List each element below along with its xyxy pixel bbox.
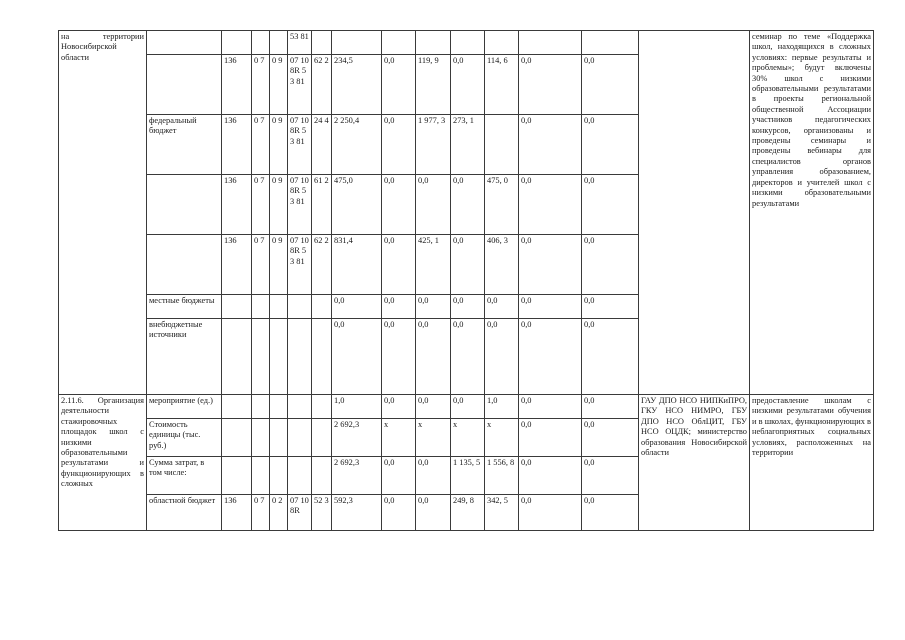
executor-cell: ГАУ ДПО НСО НИПКиПРО, ГКУ НСО НИМРО, ГБУ ДПО НСО ОблЦИТ, ГБУ НСО ОЦДК; министерство образования Новосибирской области [639, 395, 750, 531]
vid-rashodov-cell: 62 2 [312, 55, 332, 115]
vid-rashodov-cell: 24 4 [312, 115, 332, 175]
year-5-cell: 0,0 [519, 457, 582, 495]
year-5-cell: 0,0 [519, 419, 582, 457]
podrazdel-cell: 0 9 [270, 115, 288, 175]
funding-source-cell [147, 31, 222, 55]
year-3-cell: 0,0 [451, 319, 485, 395]
podrazdel-cell: 0 9 [270, 175, 288, 235]
table-row [59, 31, 874, 55]
year-2-cell: x [416, 419, 451, 457]
year-2-cell [416, 31, 451, 55]
expected-result-cell: семинар по теме «Поддержка школ, находящихся в сложных условиях: первые результаты и проблемы»; будут включены 30% школ с низкими образовательными результатами в проекты региональной общественной Ассоциации участников педагогических конкурсов, организованы и проведены семинары и проведены вебинары для специалистов органов управления образованием, директоров и учителей школ с низкими образовательными результатами [750, 31, 874, 395]
year-1-cell: 0,0 [382, 395, 416, 419]
year-2-cell: 0,0 [416, 457, 451, 495]
year-5-cell [519, 31, 582, 55]
razdel-cell [252, 31, 270, 55]
funding-source-cell: Стоимость единицы (тыс. руб.) [147, 419, 222, 457]
razdel-cell [252, 319, 270, 395]
year-4-cell: x [485, 419, 519, 457]
total-cell: 234,5 [332, 55, 382, 115]
year-3-cell [451, 31, 485, 55]
year-6-cell: 0,0 [582, 235, 639, 295]
year-2-cell: 119, 9 [416, 55, 451, 115]
razdel-cell: 0 7 [252, 235, 270, 295]
vid-rashodov-cell [312, 31, 332, 55]
glava-cell [222, 295, 252, 319]
year-4-cell: 342, 5 [485, 495, 519, 531]
total-cell: 831,4 [332, 235, 382, 295]
podrazdel-cell [270, 31, 288, 55]
measure-name-cell: 2.11.6. Организация деятельности стажировочных площадок школ с низкими образовательными результатами и функционирующих в сложных [59, 395, 147, 531]
vid-rashodov-cell [312, 457, 332, 495]
year-6-cell: 0,0 [582, 295, 639, 319]
year-6-cell: 0,0 [582, 115, 639, 175]
year-3-cell: 1 135, 5 [451, 457, 485, 495]
total-cell: 2 250,4 [332, 115, 382, 175]
tselevaya-statya-cell [288, 395, 312, 419]
tselevaya-statya-cell [288, 419, 312, 457]
year-3-cell: 0,0 [451, 235, 485, 295]
year-3-cell: 273, 1 [451, 115, 485, 175]
year-6-cell: 0,0 [582, 395, 639, 419]
year-1-cell: 0,0 [382, 55, 416, 115]
podrazdel-cell: 0 9 [270, 235, 288, 295]
glava-cell [222, 395, 252, 419]
total-cell: 475,0 [332, 175, 382, 235]
glava-cell: 136 [222, 115, 252, 175]
total-cell: 2 692,3 [332, 457, 382, 495]
year-5-cell: 0,0 [519, 319, 582, 395]
tselevaya-statya-cell [288, 319, 312, 395]
podrazdel-cell [270, 419, 288, 457]
vid-rashodov-cell [312, 319, 332, 395]
glava-cell [222, 419, 252, 457]
year-1-cell [382, 31, 416, 55]
year-4-cell: 475, 0 [485, 175, 519, 235]
total-cell: 0,0 [332, 295, 382, 319]
vid-rashodov-cell: 61 2 [312, 175, 332, 235]
year-3-cell: 249, 8 [451, 495, 485, 531]
year-2-cell: 1 977, 3 [416, 115, 451, 175]
year-6-cell: 0,0 [582, 495, 639, 531]
table-row [59, 395, 874, 419]
executor-cell [639, 31, 750, 395]
tselevaya-statya-cell [288, 295, 312, 319]
year-3-cell: 0,0 [451, 295, 485, 319]
podrazdel-cell [270, 395, 288, 419]
podrazdel-cell [270, 295, 288, 319]
year-4-cell [485, 31, 519, 55]
tselevaya-statya-cell: 07 10 8R [288, 495, 312, 531]
glava-cell: 136 [222, 175, 252, 235]
funding-source-cell: внебюджетные источники [147, 319, 222, 395]
year-3-cell: 0,0 [451, 395, 485, 419]
year-6-cell [582, 31, 639, 55]
year-5-cell: 0,0 [519, 55, 582, 115]
year-4-cell: 406, 3 [485, 235, 519, 295]
razdel-cell [252, 419, 270, 457]
year-2-cell: 0,0 [416, 175, 451, 235]
year-4-cell [485, 115, 519, 175]
total-cell: 1,0 [332, 395, 382, 419]
year-5-cell: 0,0 [519, 175, 582, 235]
podrazdel-cell: 0 9 [270, 55, 288, 115]
vid-rashodov-cell [312, 395, 332, 419]
tselevaya-statya-cell [288, 457, 312, 495]
vid-rashodov-cell [312, 295, 332, 319]
glava-cell: 136 [222, 495, 252, 531]
year-3-cell: 0,0 [451, 175, 485, 235]
razdel-cell: 0 7 [252, 495, 270, 531]
glava-cell: 136 [222, 55, 252, 115]
year-5-cell: 0,0 [519, 235, 582, 295]
funding-source-cell: местные бюджеты [147, 295, 222, 319]
funding-source-cell [147, 175, 222, 235]
glava-cell [222, 31, 252, 55]
year-1-cell: 0,0 [382, 235, 416, 295]
year-6-cell: 0,0 [582, 319, 639, 395]
year-2-cell: 0,0 [416, 495, 451, 531]
total-cell [332, 31, 382, 55]
podrazdel-cell [270, 457, 288, 495]
year-3-cell: 0,0 [451, 55, 485, 115]
razdel-cell [252, 295, 270, 319]
budget-table [58, 30, 874, 531]
vid-rashodov-cell: 62 2 [312, 235, 332, 295]
tselevaya-statya-cell: 53 81 [288, 31, 312, 55]
glava-cell [222, 457, 252, 495]
year-5-cell: 0,0 [519, 495, 582, 531]
year-6-cell: 0,0 [582, 175, 639, 235]
year-4-cell: 1,0 [485, 395, 519, 419]
razdel-cell: 0 7 [252, 175, 270, 235]
year-4-cell: 0,0 [485, 319, 519, 395]
year-2-cell: 0,0 [416, 395, 451, 419]
tselevaya-statya-cell: 07 10 8R 53 81 [288, 175, 312, 235]
year-1-cell: 0,0 [382, 115, 416, 175]
razdel-cell [252, 457, 270, 495]
year-5-cell: 0,0 [519, 395, 582, 419]
tselevaya-statya-cell: 07 10 8R 53 81 [288, 55, 312, 115]
total-cell: 0,0 [332, 319, 382, 395]
year-2-cell: 425, 1 [416, 235, 451, 295]
year-4-cell: 114, 6 [485, 55, 519, 115]
funding-source-cell: областной бюджет [147, 495, 222, 531]
year-6-cell: 0,0 [582, 55, 639, 115]
tselevaya-statya-cell: 07 10 8R 53 81 [288, 115, 312, 175]
year-4-cell: 1 556, 8 [485, 457, 519, 495]
year-5-cell: 0,0 [519, 115, 582, 175]
year-1-cell: 0,0 [382, 495, 416, 531]
funding-source-cell [147, 235, 222, 295]
year-6-cell: 0,0 [582, 419, 639, 457]
funding-source-cell: федеральный бюджет [147, 115, 222, 175]
year-4-cell: 0,0 [485, 295, 519, 319]
glava-cell: 136 [222, 235, 252, 295]
expected-result-cell: предоставление школам с низкими результатами обучения и в школах, функционирующих в неблагоприятных социальных условиях, расположенных на территории [750, 395, 874, 531]
podrazdel-cell [270, 319, 288, 395]
razdel-cell: 0 7 [252, 55, 270, 115]
year-1-cell: 0,0 [382, 457, 416, 495]
vid-rashodov-cell: 52 3 [312, 495, 332, 531]
total-cell: 592,3 [332, 495, 382, 531]
year-1-cell: 0,0 [382, 319, 416, 395]
year-2-cell: 0,0 [416, 295, 451, 319]
year-2-cell: 0,0 [416, 319, 451, 395]
razdel-cell: 0 7 [252, 115, 270, 175]
year-1-cell: x [382, 419, 416, 457]
year-6-cell: 0,0 [582, 457, 639, 495]
year-1-cell: 0,0 [382, 175, 416, 235]
year-5-cell: 0,0 [519, 295, 582, 319]
tselevaya-statya-cell: 07 10 8R 53 81 [288, 235, 312, 295]
year-3-cell: x [451, 419, 485, 457]
razdel-cell [252, 395, 270, 419]
funding-source-cell [147, 55, 222, 115]
funding-source-cell: Сумма затрат, в том числе: [147, 457, 222, 495]
funding-source-cell: мероприятие (ед.) [147, 395, 222, 419]
year-1-cell: 0,0 [382, 295, 416, 319]
vid-rashodov-cell [312, 419, 332, 457]
total-cell: 2 692,3 [332, 419, 382, 457]
podrazdel-cell: 0 2 [270, 495, 288, 531]
measure-name-cell: на территории Новосибирской области [59, 31, 147, 395]
glava-cell [222, 319, 252, 395]
